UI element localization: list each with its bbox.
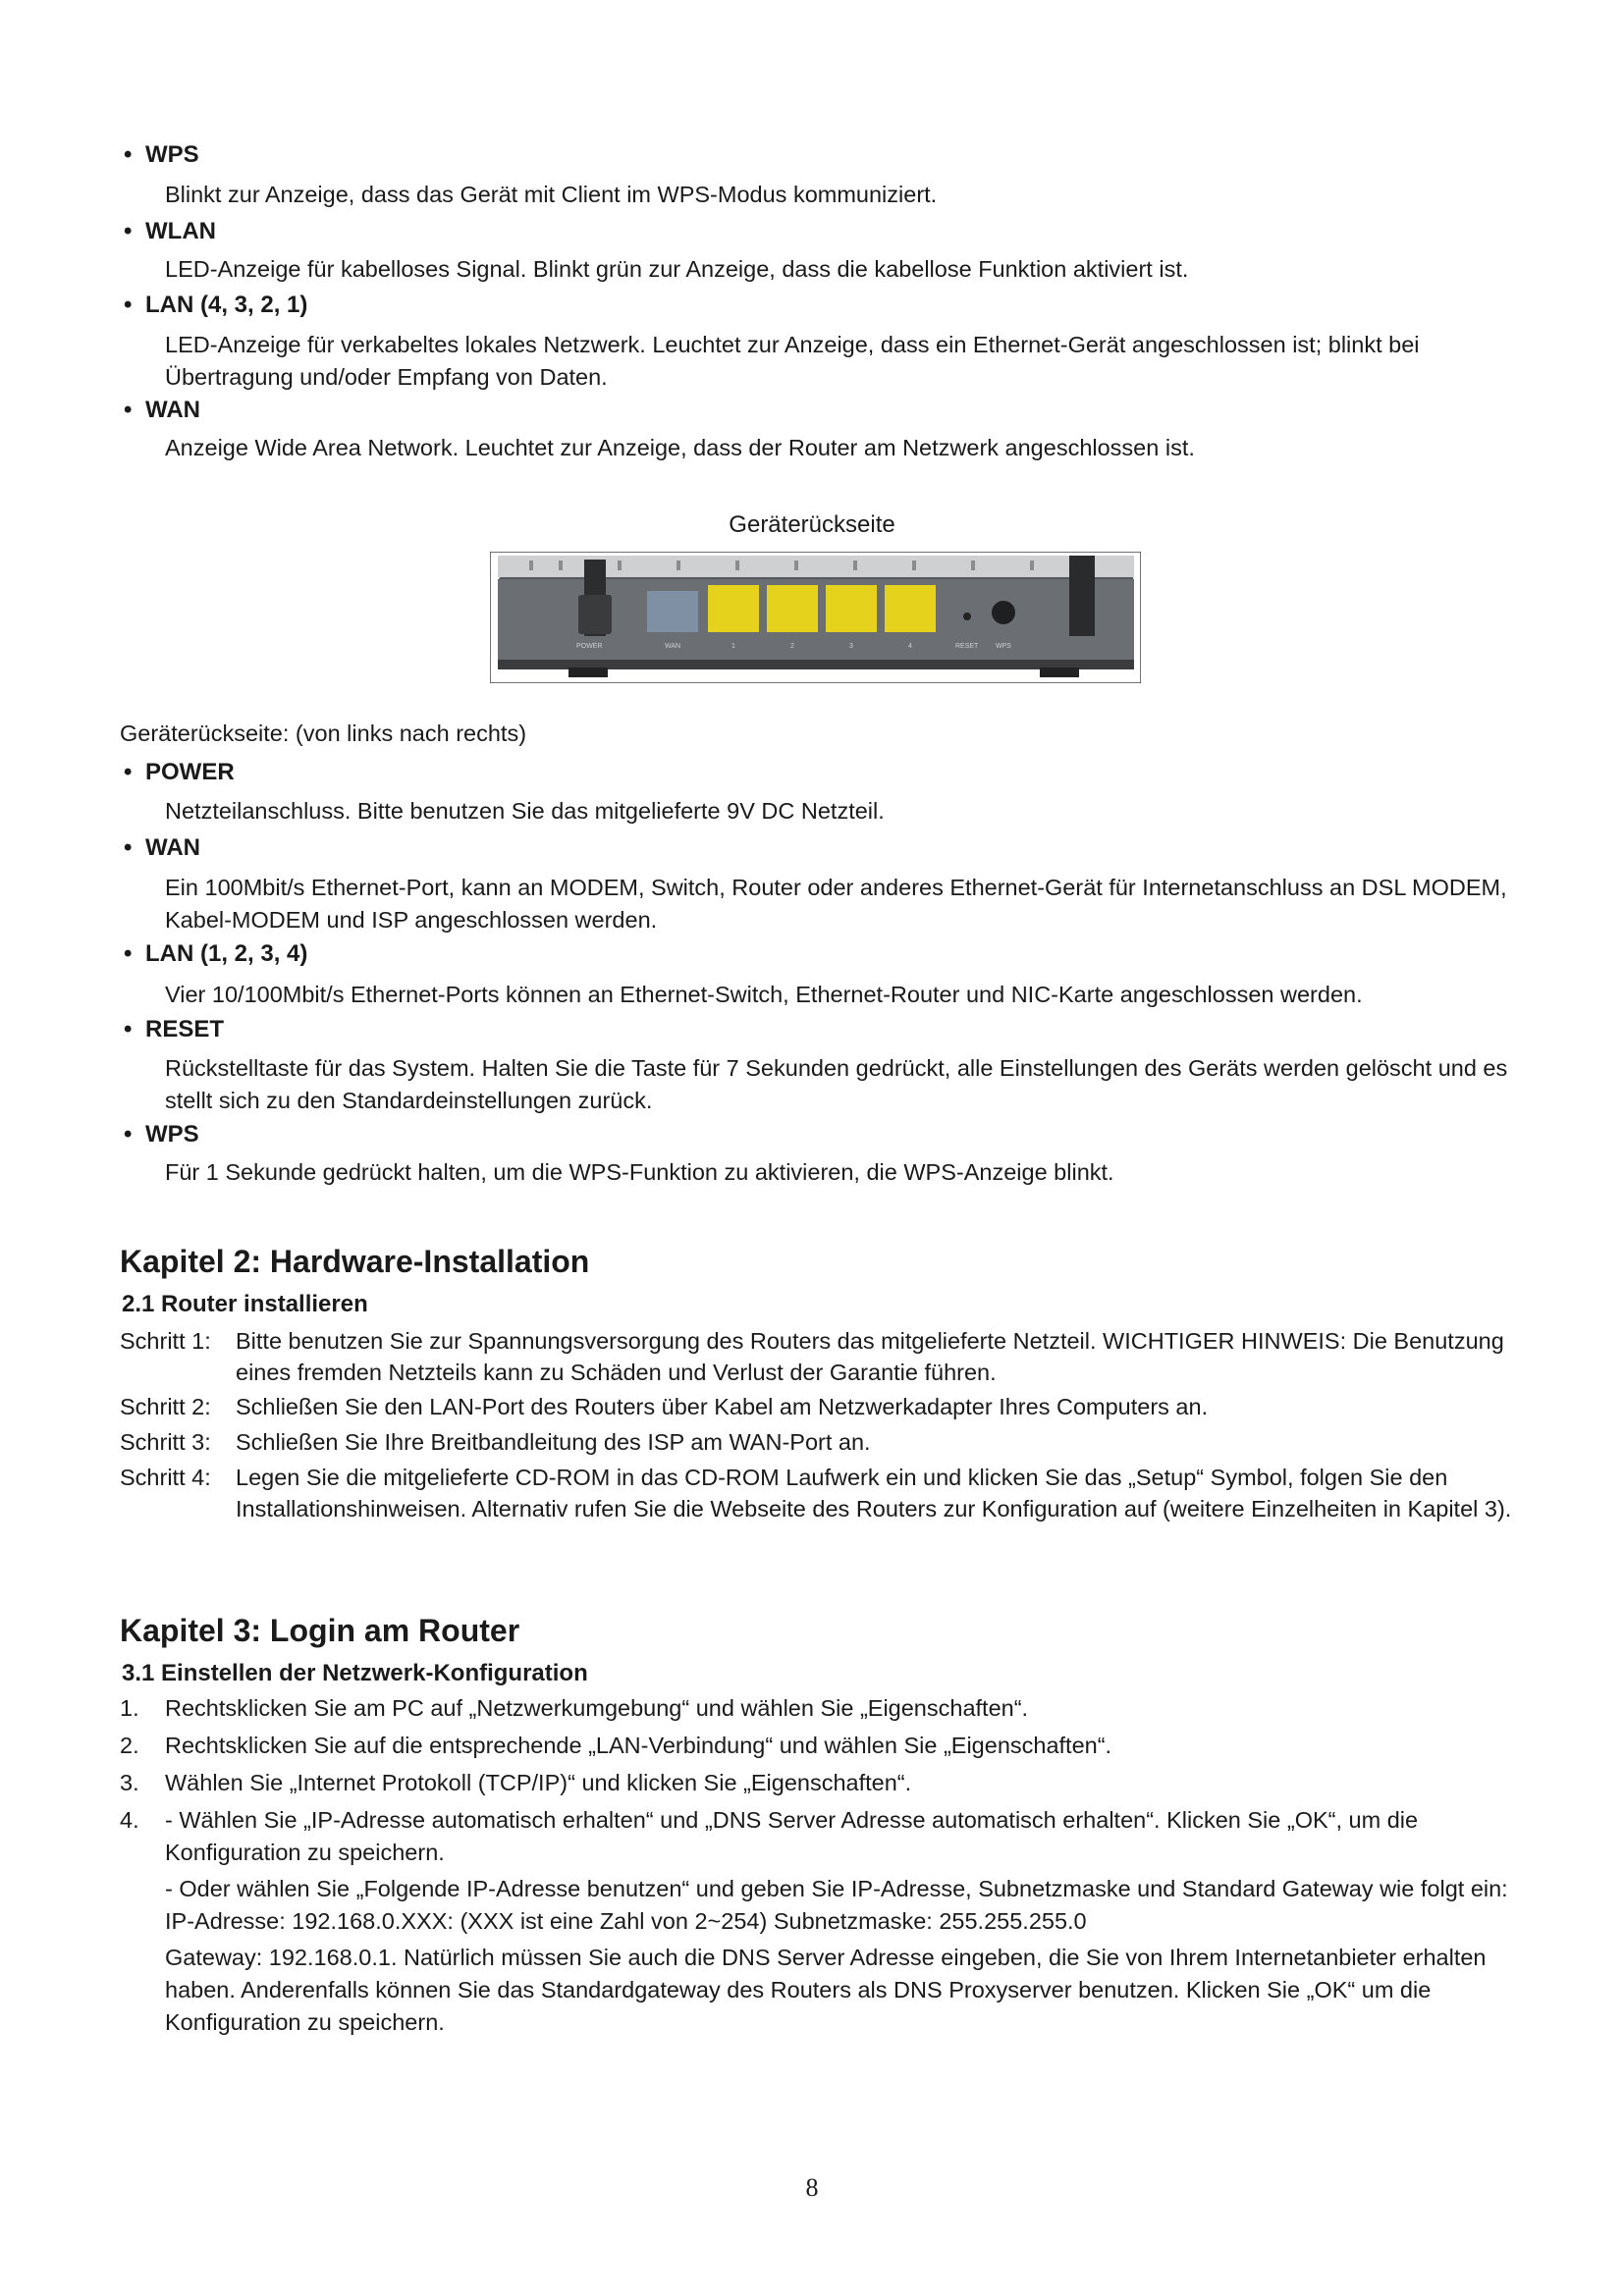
install-step-4 (120, 1462, 1534, 1524)
config-item-2 (120, 1730, 1534, 1762)
port-label-power: POWER (576, 643, 603, 650)
led-item-title-wlan: • WLAN (124, 217, 216, 246)
section-2-1-heading: 2.1 Router installieren (122, 1291, 368, 1317)
rear-item-text-wps: Für 1 Sekunde gedrückt halten, um die WPS-Funktion zu aktivieren, die WPS-Anzeige blinkt. (165, 1159, 1114, 1185)
step-text: Legen Sie die mitgelieferte CD-ROM in das CD-ROM Laufwerk ein und klicken Sie das „Setup“ Symbol, folgen Sie den Installationshinweisen. Alternativ rufen Sie die Webseite des Routers zur Konfiguration auf (weitere Einzelheiten in Kapitel 3). (236, 1465, 1512, 1522)
chapter-3-heading: Kapitel 3: Login am Router (120, 1613, 520, 1648)
page-number: 8 (805, 2173, 819, 2202)
led-item-text-lan: LED-Anzeige für verkabeltes lokales Netzwerk. Leuchtet zur Anzeige, dass ein Ethernet-Gerät angeschlossen ist; blinkt bei Übertragung und/oder Empfang von Daten. (165, 332, 1420, 390)
step-label: Schritt 1: (120, 1328, 211, 1354)
rear-item-title-power: • POWER (124, 758, 235, 787)
step-label: Schritt 3: (120, 1429, 211, 1455)
config-item-1 (120, 1692, 1534, 1725)
port-label-2: 2 (790, 643, 794, 650)
step-label: Schritt 2: (120, 1394, 211, 1419)
step-label: Schritt 4: (120, 1465, 211, 1490)
rear-item-text-wan: Ein 100Mbit/s Ethernet-Port, kann an MODEM, Switch, Router oder anderes Ethernet-Gerät für Internetanschluss an DSL MODEM, Kabel-MODEM und ISP angeschlossen werden. (165, 875, 1507, 933)
port-label-wps: WPS (996, 643, 1011, 650)
led-item-text-wps: Blinkt zur Anzeige, dass das Gerät mit Client im WPS-Modus kommuniziert. (165, 182, 938, 207)
item-text: Rechtsklicken Sie am PC auf „Netzwerkumgebung“ und wählen Sie „Eigenschaften“. (165, 1695, 1029, 1721)
rear-item-text-power: Netzteilanschluss. Bitte benutzen Sie das mitgelieferte 9V DC Netzteil. (165, 798, 885, 824)
install-step-3 (120, 1426, 1534, 1458)
item-number: 1. (120, 1695, 139, 1721)
rear-intro: Geräterückseite: (von links nach rechts) (120, 721, 527, 746)
rear-item-text-reset: Rückstelltaste für das System. Halten Sie die Taste für 7 Sekunden gedrückt, alle Einstellungen des Geräts werden gelöscht und es stellt sich zu den Standardeinstellungen zurück. (165, 1055, 1508, 1113)
item-number: 2. (120, 1733, 139, 1758)
item-text: Wählen Sie „Internet Protokoll (TCP/IP)“ und klicken Sie „Eigenschaften“. (165, 1770, 912, 1795)
rear-item-title-wan: • WAN (124, 833, 200, 863)
led-item-text-wlan: LED-Anzeige für kabelloses Signal. Blinkt grün zur Anzeige, dass die kabellose Funktion aktiviert ist. (165, 256, 1189, 282)
port-label-wan: WAN (665, 643, 681, 650)
item-number: 3. (120, 1770, 139, 1795)
config-item-3 (120, 1767, 1534, 1799)
item-text (165, 1804, 1534, 2039)
rear-item-title-lan: • LAN (1, 2, 3, 4) (124, 939, 307, 969)
install-step-1 (120, 1325, 1534, 1388)
port-label-1: 1 (731, 643, 735, 650)
config-item-4 (120, 1804, 1534, 2043)
port-label-3: 3 (849, 643, 853, 650)
rear-item-title-wps: • WPS (124, 1120, 199, 1149)
led-item-title-wps: • WPS (124, 140, 199, 170)
install-step-2 (120, 1391, 1534, 1422)
port-label-4: 4 (908, 643, 912, 650)
step-text: Schließen Sie den LAN-Port des Routers über Kabel am Netzwerkadapter Ihres Computers an. (236, 1394, 1209, 1419)
item-4-paragraph-2: - Oder wählen Sie „Folgende IP-Adresse benutzen“ und geben Sie IP-Adresse, Subnetzmaske und Standard Gateway wie folgt ein: IP-Adresse: 192.168.0.XXX: (XXX ist eine Zahl von 2~254) Subnetzmaske: 255.255.255.0 (165, 1876, 1508, 1934)
step-text: Schließen Sie Ihre Breitbandleitung des ISP am WAN-Port an. (236, 1429, 871, 1455)
led-item-title-wan: • WAN (124, 396, 200, 425)
chapter-2-heading: Kapitel 2: Hardware-Installation (120, 1244, 590, 1279)
figure-caption: Geräterückseite (729, 511, 895, 538)
rear-item-title-reset: • RESET (124, 1015, 224, 1044)
item-4-paragraph-1: - Wählen Sie „IP-Adresse automatisch erhalten“ und „DNS Server Adresse automatisch erhalten“. Klicken Sie „OK“, um die Konfiguration zu speichern. (165, 1807, 1419, 1865)
rear-item-text-lan: Vier 10/100Mbit/s Ethernet-Ports können an Ethernet-Switch, Ethernet-Router und NIC-Karte angeschlossen werden. (165, 982, 1363, 1007)
section-3-1-heading: 3.1 Einstellen der Netzwerk-Konfiguration (122, 1660, 588, 1686)
led-item-text-wan: Anzeige Wide Area Network. Leuchtet zur Anzeige, dass der Router am Netzwerk angeschlossen ist. (165, 435, 1195, 460)
item-number: 4. (120, 1807, 139, 1833)
item-4-paragraph-3: Gateway: 192.168.0.1. Natürlich müssen Sie auch die DNS Server Adresse eingeben, die Sie von Ihrem Internetanbieter erhalten haben. Anderenfalls können Sie das Standardgateway des Routers als DNS Proxyserver benutzen. Klicken Sie „OK“ um die Konfiguration zu speichern. (165, 1945, 1487, 2035)
led-item-title-lan: • LAN (4, 3, 2, 1) (124, 291, 307, 320)
step-text: Bitte benutzen Sie zur Spannungsversorgung des Routers das mitgelieferte Netzteil. WICHTIGER HINWEIS: Die Benutzung eines fremden Netzteils kann zu Schäden und Verlust der Garantie führen. (236, 1328, 1504, 1385)
router-rear-image (490, 552, 1141, 683)
port-label-reset: RESET (955, 643, 979, 650)
item-text: Rechtsklicken Sie auf die entsprechende „LAN-Verbindung“ und wählen Sie „Eigenschaften“. (165, 1733, 1112, 1758)
